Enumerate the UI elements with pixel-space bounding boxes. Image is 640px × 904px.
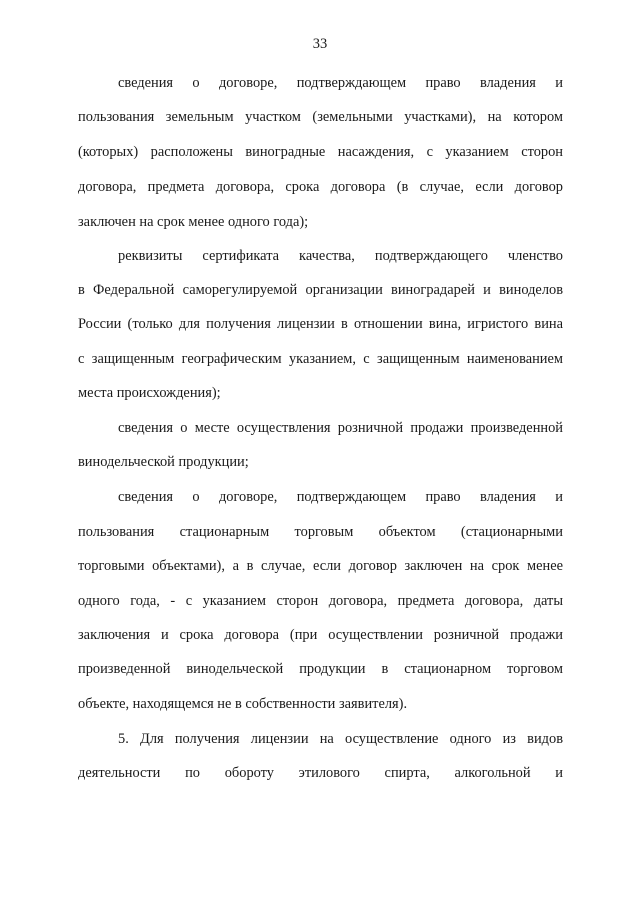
paragraph-line: сведения о месте осуществления розничной продажи произведенной <box>118 420 563 436</box>
paragraph-line: пользования земельным участком (земельными участками), на котором <box>78 109 563 125</box>
paragraph-line: с защищенным географическим указанием, с защищенным наименованием <box>78 351 563 367</box>
paragraph-line: винодельческой продукции; <box>78 454 249 470</box>
paragraph-line: договора, предмета договора, срока договора (в случае, если договор <box>78 179 563 195</box>
paragraph-line: произведенной винодельческой продукции в стационарном торговом <box>78 661 563 677</box>
paragraph-line: торговыми объектами), а в случае, если договор заключен на срок менее <box>78 558 563 574</box>
paragraph-line: реквизиты сертификата качества, подтверждающего членство <box>118 248 563 264</box>
paragraph-line: заключения и срока договора (при осуществлении розничной продажи <box>78 627 563 643</box>
paragraph-line: пользования стационарным торговым объектом (стационарными <box>78 524 563 540</box>
paragraph-line: (которых) расположены виноградные насаждения, с указанием сторон <box>78 144 563 160</box>
paragraph-line: заключен на срок менее одного года); <box>78 214 309 230</box>
paragraph-line: места происхождения); <box>78 385 221 401</box>
page-number: 33 <box>312 36 328 52</box>
paragraph-line: одного года, - с указанием сторон договора, предмета договора, даты <box>78 593 563 609</box>
paragraph-line: объекте, находящемся не в собственности заявителя). <box>78 696 408 712</box>
paragraph-line: сведения о договоре, подтверждающем право владения и <box>118 75 563 91</box>
paragraph-line: в Федеральной саморегулируемой организации виноградарей и виноделов <box>78 282 563 298</box>
paragraph-line: России (только для получения лицензии в отношении вина, игристого вина <box>78 316 563 332</box>
paragraph-line: сведения о договоре, подтверждающем право владения и <box>118 489 563 505</box>
paragraph-line: деятельности по обороту этилового спирта, алкогольной и <box>78 765 563 781</box>
paragraph-line: 5. Для получения лицензии на осуществление одного из видов <box>118 731 563 747</box>
